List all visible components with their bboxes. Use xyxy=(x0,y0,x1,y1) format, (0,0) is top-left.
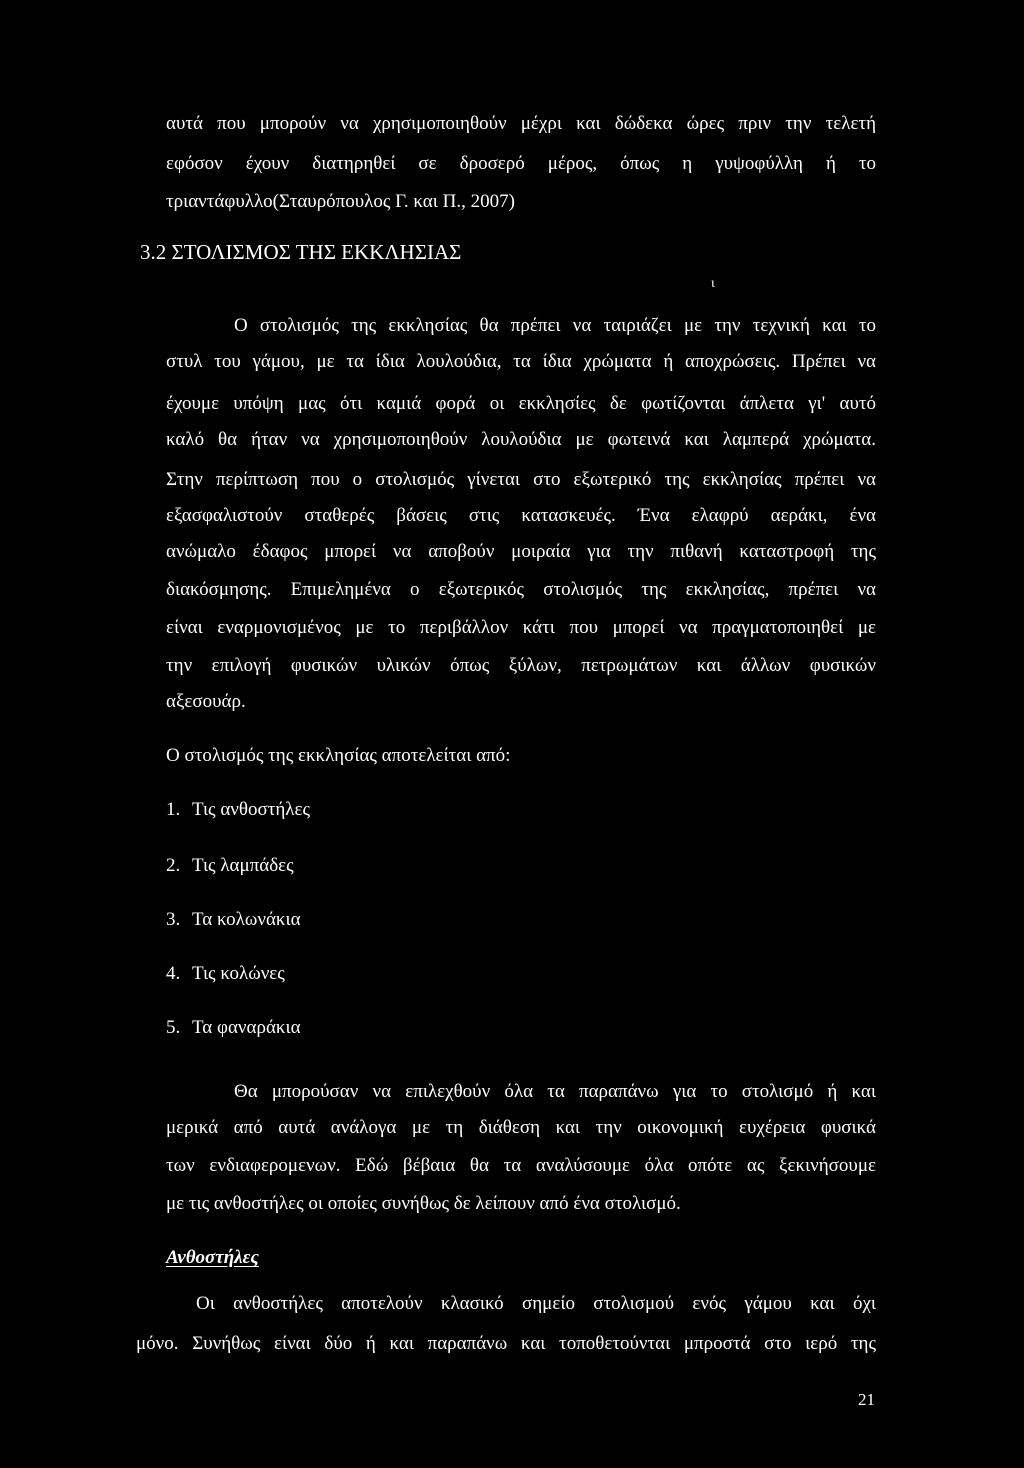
intro-line: εφόσον έχουν διατηρηθεί σε δροσερό μέρος, όπως η γυψοφύλλη ή το xyxy=(166,153,876,174)
paragraph-line: εξασφαλιστούν σταθερές βάσεις στις κατασκευές. Ένα ελαφρύ αεράκι, ένα xyxy=(166,505,876,526)
list-item-text: Τις ανθοστήλες xyxy=(192,799,310,820)
list-item-text: Τα κολωνάκια xyxy=(192,909,301,930)
stray-mark: ι xyxy=(711,276,715,291)
list-item-number: 3. xyxy=(166,909,181,930)
paragraph-line: στυλ του γάμου, με τα ίδια λουλούδια, τα ίδια χρώματα ή αποχρώσεις. Πρέπει να xyxy=(166,351,876,372)
paragraph-line: έχουμε υπόψη μας ότι καμιά φορά οι εκκλησίες δε φωτίζονται άπλετα γι' αυτό xyxy=(166,393,876,414)
paragraph-line: των ενδιαφερομενων. Εδώ βέβαια θα τα αναλύσουμε όλα οπότε ας ξεκινήσουμε xyxy=(166,1155,876,1176)
paragraph-line: την επιλογή φυσικών υλικών όπως ξύλων, πετρωμάτων και άλλων φυσικών xyxy=(166,655,876,676)
list-item xyxy=(166,798,310,822)
list-item-text: Τις λαμπάδες xyxy=(192,855,294,876)
paragraph-line: ανώμαλο έδαφος μπορεί να αποβούν μοιραία για την πιθανή καταστροφή της xyxy=(166,541,876,562)
intro-line: τριαντάφυλλο(Σταυρόπουλος Γ. και Π., 2007) xyxy=(166,191,515,212)
list-item-number: 5. xyxy=(166,1017,181,1038)
list-item-number: 2. xyxy=(166,855,181,876)
paragraph-line: μερικά από αυτά ανάλογα με τη διάθεση και την οικονομική ευχέρεια φυσικά xyxy=(166,1117,876,1138)
list-item xyxy=(166,854,294,878)
intro-line: αυτά που μπορούν να χρησιμοποιηθούν μέχρι και δώδεκα ώρες πριν την τελετή xyxy=(166,113,876,134)
paragraph-line: Ο στολισμός της εκκλησίας θα πρέπει να ταιριάζει με την τεχνική και το xyxy=(234,315,876,336)
paragraph-line: Θα μπορούσαν να επιλεχθούν όλα τα παραπάνω για το στολισμό ή και xyxy=(234,1081,876,1102)
paragraph-line: καλό θα ήταν να χρησιμοποιηθούν λουλούδια με φωτεινά και λαμπερά χρώματα. xyxy=(166,429,876,450)
list-item xyxy=(166,908,301,932)
page-number: 21 xyxy=(858,1390,875,1409)
list-item-number: 1. xyxy=(166,799,181,820)
list-item xyxy=(166,962,285,986)
list-intro: Ο στολισμός της εκκλησίας αποτελείται από: xyxy=(166,745,511,766)
list-item xyxy=(166,1016,301,1040)
list-item-text: Τις κολώνες xyxy=(192,963,285,984)
list-item-number: 4. xyxy=(166,963,181,984)
paragraph-line: διακόσμησης. Επιμελημένα ο εξωτερικός στολισμός της εκκλησίας, πρέπει να xyxy=(166,579,876,600)
subheading: Ανθοστήλες xyxy=(166,1247,259,1268)
paragraph-line: Στην περίπτωση που ο στολισμός γίνεται στο εξωτερικό της εκκλησίας πρέπει να xyxy=(166,469,876,490)
paragraph-line: μόνο. Συνήθως είναι δύο ή και παραπάνω και τοποθετούνται μπροστά στο ιερό της xyxy=(136,1333,876,1354)
paragraph-line: είναι εναρμονισμένος με το περιβάλλον κάτι που μπορεί να πραγματοποιηθεί με xyxy=(166,617,876,638)
section-heading: 3.2 ΣΤΟΛΙΣΜΟΣ ΤΗΣ ΕΚΚΛΗΣΙΑΣ xyxy=(140,240,462,264)
paragraph-line: αξεσουάρ. xyxy=(166,691,246,712)
list-item-text: Τα φαναράκια xyxy=(192,1017,301,1038)
paragraph-line: Οι ανθοστήλες αποτελούν κλασικό σημείο στολισμού ενός γάμου και όχι xyxy=(196,1293,876,1314)
paragraph-line: με τις ανθοστήλες οι οποίες συνήθως δε λείπουν από ένα στολισμό. xyxy=(166,1193,681,1214)
